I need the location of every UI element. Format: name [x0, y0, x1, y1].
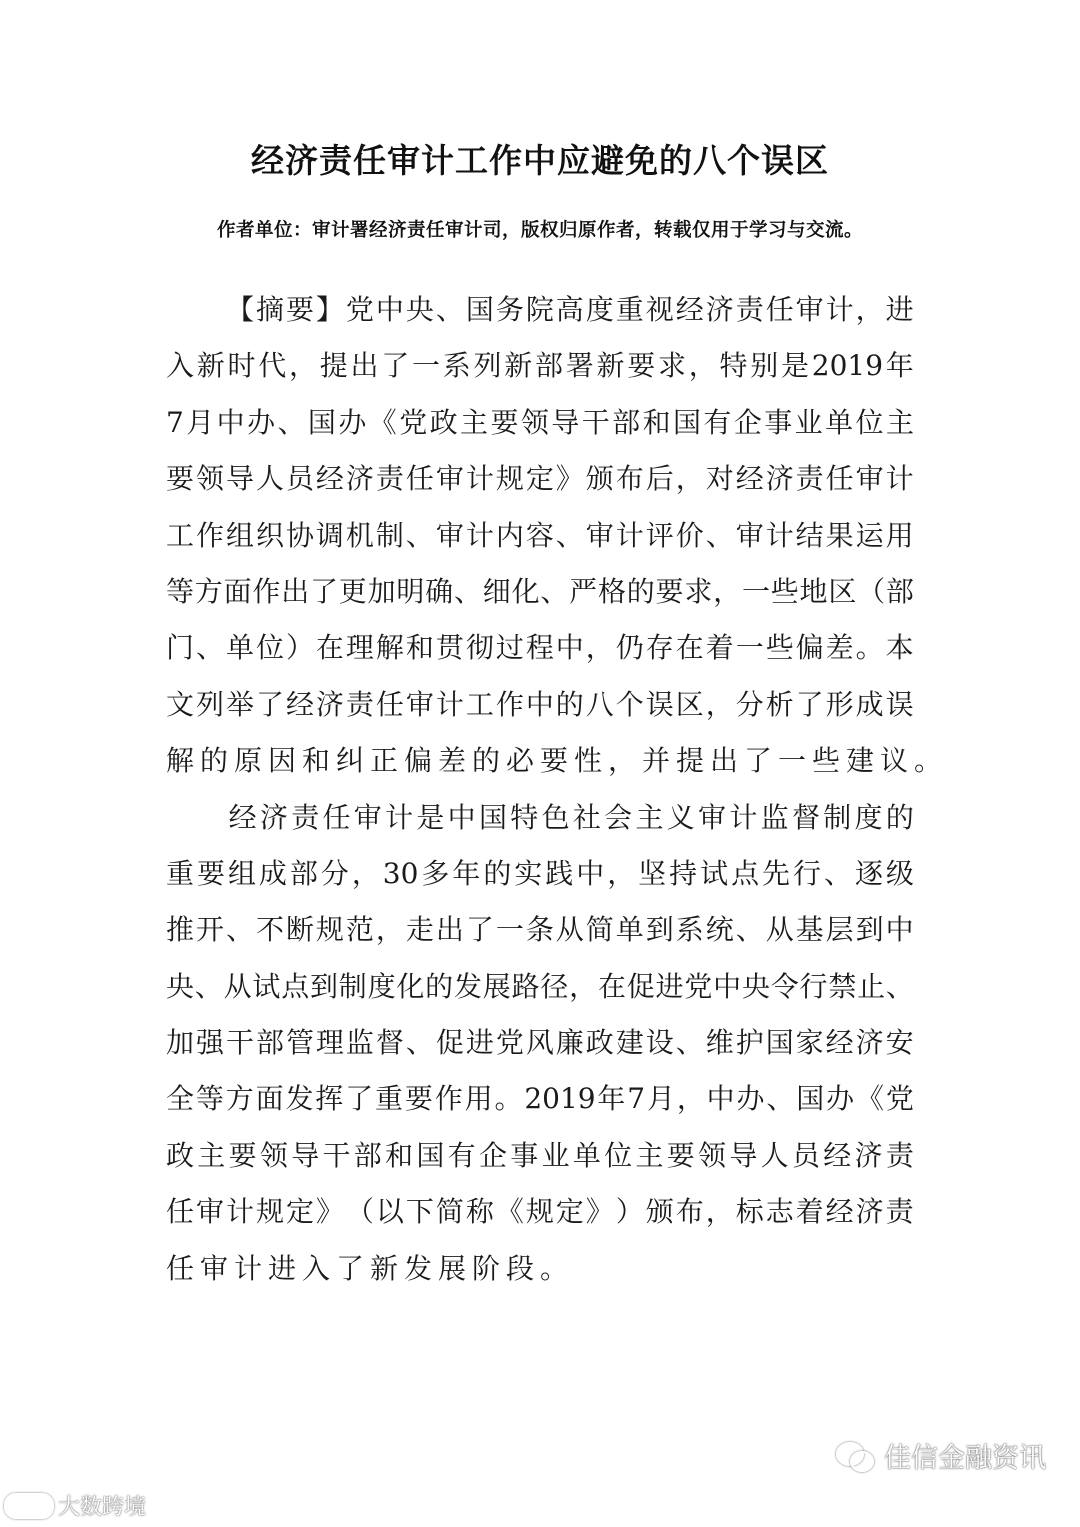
- body-line: 重 要 组 成 部 分 ， 30 多 年 的 实 践 中 ， 坚 持 试 点 先 行 、 逐 级: [166, 856, 914, 890]
- site-watermark: [4, 1490, 146, 1521]
- source-watermark: [836, 1436, 1046, 1475]
- body-line: 【 摘 要 】 党 中 央 、 国 务 院 高 度 重 视 经 济 责 任 审 计 ， 进: [225, 293, 914, 326]
- body-line: 央 、 从 试 点 到 制 度 化 的 发 展 路 径 ， 在 促 进 党 中 央 令 行 禁 止 、: [166, 969, 914, 1003]
- body-line: 门 、 单 位 ） 在 理 解 和 贯 彻 过 程 中 ， 仍 存 在 着 一 些 偏 差 。 本: [166, 631, 914, 665]
- body-line: 加 强 干 部 管 理 监 督 、 促 进 党 风 廉 政 建 设 、 维 护 国 家 经 济 安: [166, 1026, 914, 1060]
- body-line: 经 济 责 任 审 计 是 中 国 特 色 社 会 主 义 审 计 监 督 制 度 的: [228, 800, 914, 834]
- brand-logo-icon: [4, 1493, 54, 1519]
- body-line: 入 新 时 代 ， 提 出 了 一 系 列 新 部 署 新 要 求 ， 特 别 是 2019 年: [166, 349, 914, 383]
- body-line: 7 月 中 办 、 国 办 《 党 政 主 要 领 导 干 部 和 国 有 企 事 业 单 位 主: [166, 405, 914, 439]
- body-line: 工 作 组 织 协 调 机 制 、 审 计 内 容 、 审 计 评 价 、 审 计 结 果 运 用: [166, 518, 914, 552]
- document-title: 经济责任审计工作中应避免的八个误区: [251, 141, 829, 180]
- document-body: [166, 282, 949, 1297]
- source-watermark-text: 佳信金融资讯: [884, 1443, 1046, 1474]
- body-line: 解的原因和纠正偏差的必要性，并提出了一些建议。: [166, 744, 949, 778]
- body-line: 任审计进入了新发展阶段。: [166, 1251, 575, 1285]
- body-line: 政 主 要 领 导 干 部 和 国 有 企 事 业 单 位 主 要 领 导 人 员 经 济 责: [166, 1138, 914, 1172]
- body-line: 全 等 方 面 发 挥 了 重 要 作 用 。 2019 年 7 月 ， 中 办 、 国 办 《 党: [166, 1082, 914, 1116]
- body-line: 任 审 计 规 定 》 （ 以 下 简 称 《 规 定 》 ） 颁 布 ， 标 志 着 经 济 责: [166, 1195, 914, 1229]
- body-line: 等 方 面 作 出 了 更 加 明 确 、 细 化 、 严 格 的 要 求 ， 一 些 地 区 （ 部: [166, 574, 914, 608]
- body-line: 推 开 、 不 断 规 范 ， 走 出 了 一 条 从 简 单 到 系 统 、 从 基 层 到 中: [166, 913, 914, 947]
- body-line: 文 列 举 了 经 济 责 任 审 计 工 作 中 的 八 个 误 区 ， 分 析 了 形 成 误: [166, 687, 914, 721]
- site-watermark-text: 大数跨境: [58, 1495, 147, 1520]
- body-line: 要 领 导 人 员 经 济 责 任 审 计 规 定 》 颁 布 后 ， 对 经 济 责 任 审 计: [166, 462, 914, 496]
- wechat-icon: [836, 1440, 874, 1472]
- author-line: 作者单位：审计署经济责任审计司，版权归原作者，转载仅用于学习与交流。: [216, 220, 863, 241]
